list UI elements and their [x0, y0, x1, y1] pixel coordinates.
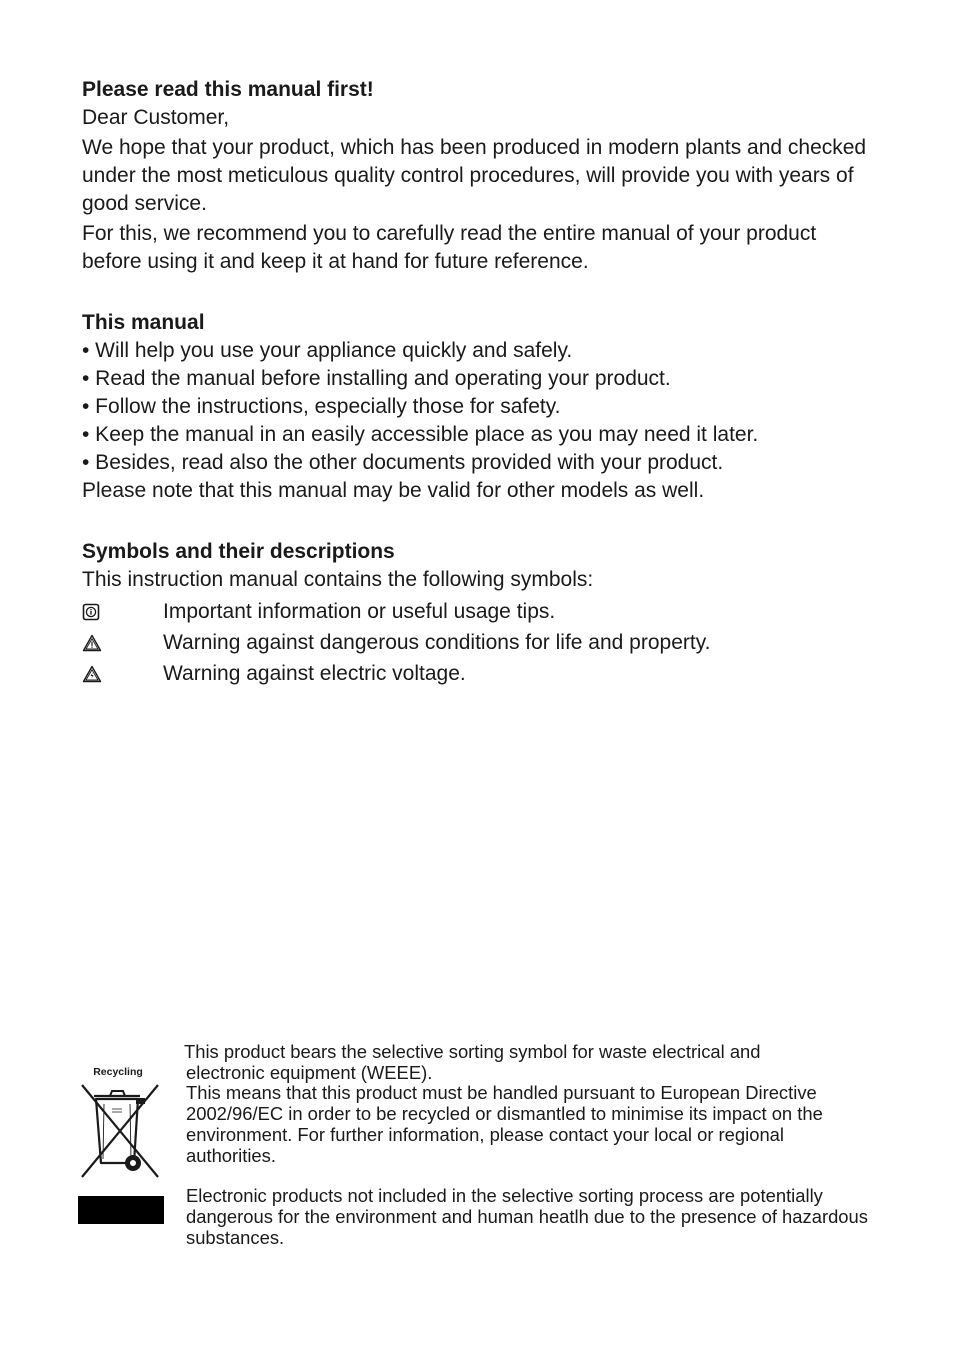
greeting: Dear Customer, [82, 106, 230, 129]
list-item: • Read the manual before installing and operating your product. [82, 367, 671, 390]
symbol-row [82, 596, 872, 627]
info-icon [82, 603, 163, 621]
intro-heading: Please read this manual first! [82, 78, 374, 101]
list-item: • Follow the instructions, especially those for safety. [82, 395, 561, 418]
list-item: • Keep the manual in an easily accessible place as you may need it later. [82, 423, 759, 446]
intro-paragraph-2: For this, we recommend you to carefully read the entire manual of your product before using it and keep it at hand for future reference. [82, 222, 817, 273]
symbol-description: Warning against dangerous conditions for life and property. [163, 630, 711, 654]
list-item: • Besides, read also the other documents provided with your product. [82, 451, 724, 474]
symbols-heading: Symbols and their descriptions [82, 540, 395, 563]
recycling-logo [78, 1066, 164, 1197]
symbols-intro: This instruction manual contains the following symbols: [82, 568, 594, 591]
recycling-label: Recycling [93, 1066, 143, 1078]
symbol-description: Warning against electric voltage. [163, 661, 466, 685]
warning-triangle-icon [82, 634, 163, 652]
list-item: • Will help you use your appliance quickly and safely. [82, 339, 573, 362]
symbol-row [82, 627, 872, 658]
recycling-text [184, 1042, 874, 1248]
manual-note: Please note that this manual may be valid for other models as well. [82, 479, 705, 502]
symbol-row [82, 658, 872, 689]
intro-paragraph-1: We hope that your product, which has been produced in modern plants and checked under the most meticulous quality control procedures, will provide you with years of good service. [82, 136, 867, 215]
manual-heading: This manual [82, 311, 205, 334]
main-content [82, 76, 872, 689]
crossed-bin-icon [78, 1079, 164, 1197]
recycling-line-1: This product bears the selective sorting symbol for waste electrical and [184, 1041, 761, 1062]
weee-black-bar [78, 1196, 164, 1224]
recycling-line-2: electronic equipment (WEEE). [186, 1061, 433, 1083]
electric-warning-icon [82, 665, 163, 683]
recycling-paragraph-2: This means that this product must be handled pursuant to European Directive 2002/96/EC in order to be recycled or dismantled to minimise its impact on the environment. For further information, please contact your local or regional authorities. [186, 1082, 823, 1166]
symbol-description: Important information or useful usage tips. [163, 599, 556, 623]
recycling-paragraph-3: Electronic products not included in the selective sorting process are potentially dangerous for the environment and human heatlh due to the presence of hazardous substances. [186, 1185, 868, 1248]
